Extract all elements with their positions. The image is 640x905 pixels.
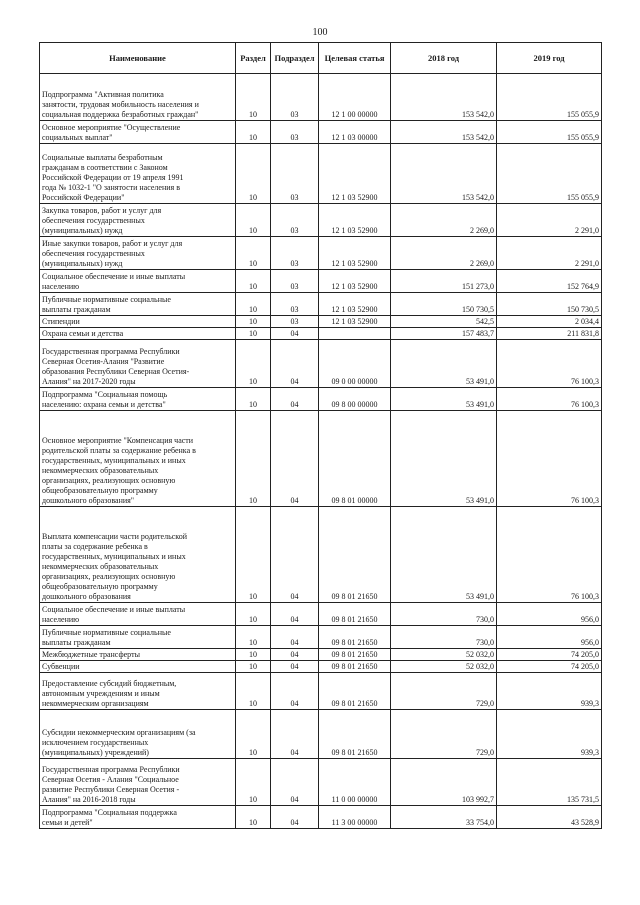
table-cell-subsection: 03 — [271, 144, 319, 204]
table-cell-target: 09 8 01 21650 — [319, 603, 391, 626]
table-cell-section: 10 — [236, 316, 271, 328]
table-cell-target: 11 0 00 00000 — [319, 759, 391, 806]
table-cell-2018: 33 754,0 — [391, 806, 497, 829]
table-cell-section: 10 — [236, 328, 271, 340]
header-2019: 2019 год — [497, 43, 602, 74]
table-cell-subsection: 04 — [271, 806, 319, 829]
table-row — [40, 204, 602, 237]
table-cell-target: 12 1 03 52900 — [319, 204, 391, 237]
table-row — [40, 121, 602, 144]
table-cell-name: Социальные выплаты безработным гражданам в соответствии с Законом Российской Федерации от 19 апреля 1991 года № 1032-1 "О занятости населения в Российской Федерации" — [40, 144, 236, 204]
table-cell-subsection: 03 — [271, 204, 319, 237]
table-row — [40, 603, 602, 626]
table-cell-name: Выплата компенсации части родительской платы за содержание ребенка в государственных, муниципальных и иных некоммерческих образовательных организациях, реализующих основную общеобразовательную программу дошкольного образования — [40, 507, 236, 603]
table-cell-2018: 2 269,0 — [391, 204, 497, 237]
table-cell-name: Межбюджетные трансферты — [40, 649, 236, 661]
table-cell-section: 10 — [236, 121, 271, 144]
table-cell-name: Иные закупки товаров, работ и услуг для обеспечения государственных (муниципальных) нужд — [40, 237, 236, 270]
table-cell-subsection: 04 — [271, 507, 319, 603]
table-cell-2018: 153 542,0 — [391, 144, 497, 204]
table-cell-section: 10 — [236, 507, 271, 603]
table-row — [40, 649, 602, 661]
table-cell-2018: 53 491,0 — [391, 507, 497, 603]
table-cell-2019: 956,0 — [497, 626, 602, 649]
page-number: 100 — [312, 27, 328, 38]
table-cell-subsection: 04 — [271, 759, 319, 806]
table-row — [40, 388, 602, 411]
table-cell-2018: 53 491,0 — [391, 340, 497, 388]
table-cell-section: 10 — [236, 237, 271, 270]
table-cell-name: Подпрограмма "Социальная поддержка семьи и детей" — [40, 806, 236, 829]
table-cell-2019: 2 034,4 — [497, 316, 602, 328]
table-cell-target: 12 1 03 52900 — [319, 144, 391, 204]
table-row — [40, 661, 602, 673]
table-row — [40, 507, 602, 603]
header-target: Целевая статья — [319, 43, 391, 74]
table-row — [40, 328, 602, 340]
table-cell-2019: 939,3 — [497, 710, 602, 759]
table-cell-subsection: 04 — [271, 626, 319, 649]
table-cell-section: 10 — [236, 144, 271, 204]
table-row — [40, 237, 602, 270]
table-cell-2018: 150 730,5 — [391, 293, 497, 316]
table-cell-target: 09 8 01 21650 — [319, 710, 391, 759]
table-cell-section: 10 — [236, 673, 271, 710]
table-cell-2019: 76 100,3 — [497, 411, 602, 507]
table-cell-2019: 76 100,3 — [497, 388, 602, 411]
table-cell-section: 10 — [236, 710, 271, 759]
table-cell-target: 12 1 03 00000 — [319, 121, 391, 144]
table-cell-target: 09 8 01 00000 — [319, 411, 391, 507]
table-cell-subsection: 04 — [271, 673, 319, 710]
table-cell-2018: 151 273,0 — [391, 270, 497, 293]
table-cell-2019: 74 205,0 — [497, 661, 602, 673]
table-cell-2019: 150 730,5 — [497, 293, 602, 316]
table-cell-2018: 542,5 — [391, 316, 497, 328]
table-row — [40, 411, 602, 507]
table-cell-name: Государственная программа Республики Северная Осетия-Алания "Развитие образования Республики Северная Осетия- Алания" на 2017-2020 годы — [40, 340, 236, 388]
table-cell-2018: 2 269,0 — [391, 237, 497, 270]
table-cell-2019: 76 100,3 — [497, 507, 602, 603]
table-cell-2019: 2 291,0 — [497, 237, 602, 270]
table-cell-subsection: 03 — [271, 293, 319, 316]
budget-table — [39, 42, 602, 829]
table-cell-name: Публичные нормативные социальные выплаты гражданам — [40, 293, 236, 316]
table-cell-2019: 2 291,0 — [497, 204, 602, 237]
table-cell-2019: 74 205,0 — [497, 649, 602, 661]
table-cell-name: Основное мероприятие "Осуществление социальных выплат" — [40, 121, 236, 144]
table-cell-section: 10 — [236, 74, 271, 121]
table-cell-2018: 729,0 — [391, 673, 497, 710]
table-cell-name: Субвенции — [40, 661, 236, 673]
table-cell-subsection: 03 — [271, 316, 319, 328]
table-cell-subsection: 04 — [271, 603, 319, 626]
table-cell-section: 10 — [236, 340, 271, 388]
table-cell-2019: 956,0 — [497, 603, 602, 626]
table-cell-subsection: 03 — [271, 74, 319, 121]
table-cell-2019: 211 831,8 — [497, 328, 602, 340]
table-cell-section: 10 — [236, 411, 271, 507]
header-subsection: Подраздел — [271, 43, 319, 74]
table-cell-2018: 103 992,7 — [391, 759, 497, 806]
table-cell-2019: 155 055,9 — [497, 74, 602, 121]
table-cell-2019: 939,3 — [497, 673, 602, 710]
table-row — [40, 144, 602, 204]
table-header-row — [40, 43, 602, 74]
table-cell-name: Предоставление субсидий бюджетным, автономным учреждениям и иным некоммерческим организациям — [40, 673, 236, 710]
table-cell-name: Охрана семьи и детства — [40, 328, 236, 340]
table-cell-subsection: 04 — [271, 649, 319, 661]
table-row — [40, 340, 602, 388]
header-section: Раздел — [236, 43, 271, 74]
table-cell-target: 12 1 03 52900 — [319, 237, 391, 270]
table-cell-2018: 157 483,7 — [391, 328, 497, 340]
table-cell-target: 09 8 00 00000 — [319, 388, 391, 411]
table-cell-section: 10 — [236, 759, 271, 806]
table-cell-section: 10 — [236, 661, 271, 673]
table-cell-2019: 155 055,9 — [497, 121, 602, 144]
table-cell-subsection: 04 — [271, 710, 319, 759]
table-row — [40, 710, 602, 759]
table-cell-2018: 730,0 — [391, 626, 497, 649]
table-cell-2018: 52 032,0 — [391, 649, 497, 661]
table-cell-2019: 152 764,9 — [497, 270, 602, 293]
table-cell-name: Подпрограмма "Социальная помощь населению: охрана семьи и детства" — [40, 388, 236, 411]
table-cell-subsection: 03 — [271, 270, 319, 293]
table-body — [40, 74, 602, 829]
table-cell-target: 09 8 01 21650 — [319, 507, 391, 603]
table-cell-2019: 135 731,5 — [497, 759, 602, 806]
table-cell-subsection: 03 — [271, 237, 319, 270]
table-cell-name: Социальное обеспечение и иные выплаты населению — [40, 270, 236, 293]
table-cell-name: Социальное обеспечение и иные выплаты населению — [40, 603, 236, 626]
table-row — [40, 316, 602, 328]
table-cell-target: 12 1 03 52900 — [319, 293, 391, 316]
table-cell-name: Государственная программа Республики Северная Осетия - Алания "Социальное развитие Республики Северная Осетия - Алания" на 2016-2018 годы — [40, 759, 236, 806]
table-cell-name: Подпрограмма "Активная политика занятости, трудовая мобильность населения и социальная поддержка безработных граждан" — [40, 74, 236, 121]
table-cell-subsection: 04 — [271, 661, 319, 673]
table-cell-section: 10 — [236, 388, 271, 411]
table-cell-section: 10 — [236, 270, 271, 293]
table-cell-target: 11 3 00 00000 — [319, 806, 391, 829]
table-row — [40, 626, 602, 649]
table-cell-2018: 729,0 — [391, 710, 497, 759]
table-cell-target: 12 1 00 00000 — [319, 74, 391, 121]
table-cell-name: Публичные нормативные социальные выплаты гражданам — [40, 626, 236, 649]
table-cell-2019: 155 055,9 — [497, 144, 602, 204]
table-cell-2018: 52 032,0 — [391, 661, 497, 673]
table-cell-target — [319, 328, 391, 340]
table-cell-section: 10 — [236, 806, 271, 829]
table-cell-target: 09 8 01 21650 — [319, 661, 391, 673]
table-cell-section: 10 — [236, 626, 271, 649]
header-2018: 2018 год — [391, 43, 497, 74]
table-cell-target: 12 1 03 52900 — [319, 316, 391, 328]
table-cell-target: 09 8 01 21650 — [319, 626, 391, 649]
table-cell-target: 09 0 00 00000 — [319, 340, 391, 388]
table-cell-2018: 53 491,0 — [391, 388, 497, 411]
table-cell-section: 10 — [236, 293, 271, 316]
table-cell-subsection: 04 — [271, 328, 319, 340]
header-name: Наименование — [40, 43, 236, 74]
table-cell-section: 10 — [236, 204, 271, 237]
table-cell-subsection: 04 — [271, 340, 319, 388]
table-row — [40, 270, 602, 293]
table-row — [40, 74, 602, 121]
table-cell-subsection: 04 — [271, 411, 319, 507]
table-cell-subsection: 03 — [271, 121, 319, 144]
table-cell-target: 12 1 03 52900 — [319, 270, 391, 293]
table-cell-name: Субсидии некоммерческим организациям (за исключением государственных (муниципальных) учреждений) — [40, 710, 236, 759]
table-cell-target: 09 8 01 21650 — [319, 649, 391, 661]
table-cell-target: 09 8 01 21650 — [319, 673, 391, 710]
table-cell-2018: 53 491,0 — [391, 411, 497, 507]
table-cell-name: Стипендии — [40, 316, 236, 328]
table-cell-2018: 730,0 — [391, 603, 497, 626]
table-cell-2018: 153 542,0 — [391, 74, 497, 121]
table-cell-section: 10 — [236, 603, 271, 626]
table-cell-name: Основное мероприятие "Компенсация части родительской платы за содержание ребенка в государственных, муниципальных и иных некоммерческих образовательных организациях, реализующих основную общеобразовательную программу дошкольного образования" — [40, 411, 236, 507]
table-row — [40, 806, 602, 829]
table-cell-subsection: 04 — [271, 388, 319, 411]
table-cell-name: Закупка товаров, работ и услуг для обеспечения государственных (муниципальных) нужд — [40, 204, 236, 237]
table-row — [40, 293, 602, 316]
table-cell-2018: 153 542,0 — [391, 121, 497, 144]
table-cell-2019: 76 100,3 — [497, 340, 602, 388]
table-row — [40, 673, 602, 710]
table-cell-section: 10 — [236, 649, 271, 661]
table-cell-2019: 43 528,9 — [497, 806, 602, 829]
table-row — [40, 759, 602, 806]
